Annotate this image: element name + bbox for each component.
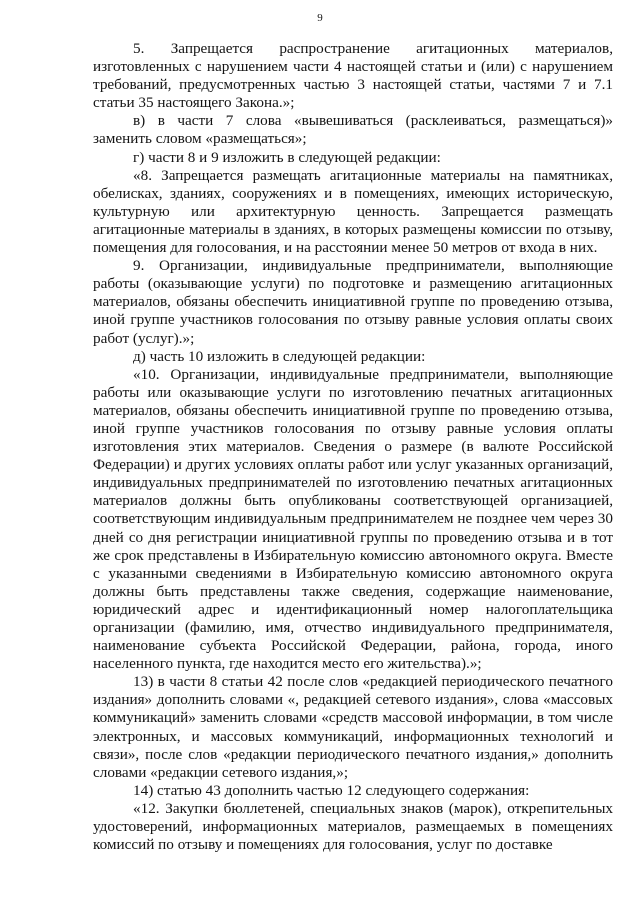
page-number: 9	[317, 12, 323, 24]
paragraph-part-9: 9. Организации, индивидуальные предприниматели, выполняющие работы (оказывающие услуги) по подготовке и размещению агитационных материалов, обязаны обеспечить инициативной группе по проведению отзыва, иной группе участников голосования по отзыву равные условия оплаты своих работ (услуг).»;	[93, 257, 613, 347]
paragraph-item-13: 13) в части 8 статьи 42 после слов «редакцией периодического печатного издания» дополнить словами «, редакцией сетевого издания», слова «массовых коммуникаций» заменить словами «средств массовой информации, в том числе электронных, и массовых коммуникаций, информационных технологий и связи», после слов «редакции периодического печатного издания,» дополнить словами «редакции сетевого издания,»;	[93, 673, 613, 781]
paragraph-subitem-d: д) часть 10 изложить в следующей редакции:	[133, 347, 426, 365]
paragraph-part-12: «12. Закупки бюллетеней, специальных знаков (марок), открепительных удостоверений, информационных материалов, размещаемых в помещениях комиссий по отзыву и помещениях для голосования, услуг по доставке	[93, 799, 613, 854]
paragraph-item-5: 5. Запрещается распространение агитационных материалов, изготовленных с нарушением части 4 настоящей статьи и (или) с нарушением требований, предусмотренных частью 3 настоящей статьи, частями 7 и 7.1 статьи 35 настоящего Закона.»;	[93, 40, 613, 112]
document-body	[93, 40, 613, 854]
paragraph-part-10: «10. Организации, индивидуальные предприниматели, выполняющие работы или оказывающие услуги по изготовлению печатных агитационных материалов, обязаны обеспечить инициативной группе по проведению отзыва, иной группе участников голосования по отзыву равные условия оплаты изготовления этих материалов. Сведения о размере (в валюте Российской Федерации) и других условиях оплаты работ или услуг указанных организаций, индивидуальных предпринимателей по изготовлению печатных агитационных материалов должны быть опубликованы соответствующей организацией, соответствующим индивидуальным предпринимателем не позднее чем через 30 дней со дня регистрации инициативной группы по проведению отзыва и в тот же срок представлены в Избирательную комиссию автономного округа. Вместе с указанными сведениями в Избирательную комиссию автономного округа должны быть представлены также сведения, содержащие наименование, юридический адрес и идентификационный номер налогоплательщика организации (фамилию, имя, отчество индивидуального предпринимателя, наименование субъекта Российской Федерации, района, города, иного населенного пункта, где находится место его жительства).»;	[93, 365, 613, 673]
paragraph-item-14: 14) статью 43 дополнить частью 12 следующего содержания:	[133, 781, 530, 799]
paragraph-subitem-v: в) в части 7 слова «вывешиваться (расклеиваться, размещаться)» заменить словом «размещаться»;	[93, 112, 613, 148]
paragraph-part-8: «8. Запрещается размещать агитационные материалы на памятниках, обелисках, зданиях, сооружениях и в помещениях, имеющих историческую, культурную или архитектурную ценность. Запрещается размещать агитационные материалы в зданиях, в которых размещены комиссии по отзыву, помещения для голосования, и на расстоянии менее 50 метров от входа в них.	[93, 166, 613, 257]
paragraph-subitem-g: г) части 8 и 9 изложить в следующей редакции:	[133, 148, 441, 166]
